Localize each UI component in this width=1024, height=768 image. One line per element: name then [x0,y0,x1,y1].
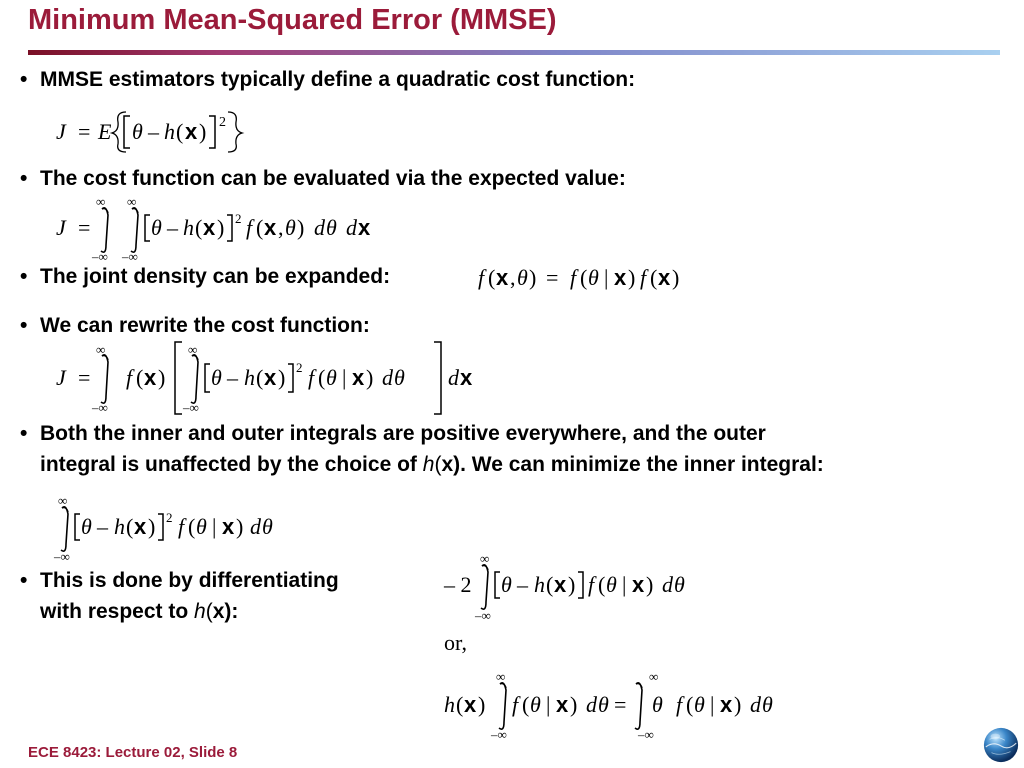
eq-lparen: ( [256,215,264,240]
bullet-5-x: x [441,453,454,476]
slide-title: Minimum Mean-Squared Error (MMSE) [28,4,557,36]
eq-x: x [222,514,235,539]
eq-rparen: ) [478,692,486,717]
eq-given-bar: | [212,514,217,539]
eq-theta: θ [652,692,663,717]
or-text [442,628,502,658]
eq-theta: θ [501,572,512,597]
eq-f: f [588,572,595,597]
eq-theta: θ [606,572,617,597]
eq-comma: , [278,215,284,240]
bullet-4-text: We can rewrite the cost function: [40,314,370,337]
eq-equals: = [78,215,91,240]
eq-x: x [144,365,157,390]
eq-upper-limit: ∞ [96,194,106,209]
eq-upper-limit: ∞ [188,342,198,357]
eq-lparen: ( [650,265,658,290]
eq-lparen: ( [188,514,196,539]
bullet-6 [20,565,339,627]
eq-theta: θ [588,265,599,290]
bullet-6-h: h [194,600,206,623]
eq-rparen: ) [278,365,286,390]
eq-rparen: ) [628,265,636,290]
equation-derivative [442,550,722,624]
eq-x: x [554,572,567,597]
bullet-dot: • [20,569,28,592]
eq-rparen: ) [297,215,305,240]
eq-negative-two: – 2 [444,572,472,597]
equation-joint-density [474,260,724,294]
eq-rparen: ) [158,365,166,390]
eq-rparen: ) [646,572,654,597]
eq-x: x [185,119,198,144]
eq-lparen: ( [176,119,184,144]
eq-upper-limit: ∞ [127,194,137,209]
eq-theta: θ [151,215,162,240]
eq-d: d [346,215,357,240]
eq-x: x [464,692,477,717]
eq-rparen: ) [366,365,374,390]
eq-lower-limit: –∞ [491,727,507,742]
eq-minus: – [97,514,108,539]
eq-x: x [134,514,147,539]
eq-lower-limit: –∞ [122,249,138,264]
eq-h: h [183,215,194,240]
eq-given-bar: | [604,265,609,290]
bullet-6-paren: ( [205,600,213,623]
bullet-5-h: h [422,453,435,476]
eq-theta: θ [326,215,337,240]
eq-minus: – [517,572,528,597]
eq-f: f [676,692,683,717]
eq-theta: θ [674,572,685,597]
eq-theta: θ [81,514,92,539]
eq-theta: θ [517,265,528,290]
equation-inner-integral [52,492,322,564]
eq-lower-limit: –∞ [183,400,199,415]
eq-lparen: ( [522,692,530,717]
eq-given-bar: | [622,572,627,597]
eq-x: x [614,265,627,290]
bullet-dot: • [20,422,28,445]
eq-minus: – [167,215,178,240]
eq-lower-limit: –∞ [475,608,491,623]
bullet-5-line-2: integral is unaffected by the choice of [40,453,423,476]
eq-x: x [632,572,645,597]
eq-theta: θ [285,215,296,240]
eq-x: x [264,215,277,240]
slide-footer: ECE 8423: Lecture 02, Slide 8 [28,744,238,761]
eq-rparen: ) [734,692,742,717]
eq-d: d [662,572,673,597]
title-underline [28,50,1000,55]
bullet-6-line-2: with respect to [40,600,195,623]
eq-f: f [246,215,253,240]
eq-x: x [264,365,277,390]
eq-d: d [250,514,261,539]
bullet-6-line-2-end: ): [224,600,239,623]
eq-given-bar: | [710,692,715,717]
eq-x: x [496,265,509,290]
eq-d: d [750,692,761,717]
eq-lparen: ( [488,265,496,290]
eq-lparen: ( [318,365,326,390]
bullet-5 [20,418,824,480]
eq-f: f [570,265,577,290]
eq-theta: θ [762,692,773,717]
bullet-1 [20,64,635,95]
eq-given-bar: | [546,692,551,717]
bullet-dot: • [20,68,28,91]
eq-square: 2 [235,211,242,226]
eq-lparen: ( [546,572,554,597]
eq-h: h [534,572,545,597]
bullet-2 [20,163,626,194]
eq-theta: θ [132,119,143,144]
eq-lower-limit: –∞ [54,549,70,564]
equation-cost-function [52,104,262,154]
eq-h: h [244,365,255,390]
eq-J: J [56,365,66,390]
eq-J: J [56,215,66,240]
eq-upper-limit: ∞ [96,342,106,357]
eq-lparen: ( [195,215,203,240]
eq-rparen: ) [529,265,537,290]
eq-rparen: ) [199,119,207,144]
eq-lparen: ( [126,514,134,539]
eq-f: f [640,265,647,290]
eq-lower-limit: –∞ [92,400,108,415]
eq-f: f [126,365,133,390]
eq-d: d [314,215,325,240]
eq-x: x [658,265,671,290]
eq-minus: – [227,365,238,390]
bullet-5-line-2-end: ). We can minimize the inner integral: [453,453,824,476]
eq-theta: θ [211,365,222,390]
eq-expectation: E [98,119,112,144]
eq-square: 2 [219,115,226,130]
eq-lparen: ( [456,692,464,717]
eq-theta: θ [326,365,337,390]
eq-comma: , [510,265,516,290]
eq-equals: = [546,265,559,290]
bullet-5-text [40,418,824,480]
eq-lparen: ( [580,265,588,290]
bullet-dot: • [20,265,28,288]
eq-upper-limit: ∞ [649,669,659,684]
eq-h: h [444,692,455,717]
bullet-6-x: x [212,600,225,623]
eq-theta: θ [394,365,405,390]
bullet-dot: • [20,314,28,337]
eq-theta: θ [196,514,207,539]
eq-upper-limit: ∞ [480,551,490,566]
eq-d: d [448,365,459,390]
bullet-1-text: MMSE estimators typically define a quadratic cost function: [40,68,636,91]
eq-lparen: ( [256,365,264,390]
eq-f: f [478,265,485,290]
eq-lparen: ( [136,365,144,390]
eq-x: x [358,215,371,240]
bullet-4 [20,310,370,341]
eq-theta: θ [530,692,541,717]
eq-square: 2 [296,360,303,375]
eq-lower-limit: –∞ [92,249,108,264]
eq-theta: θ [694,692,705,717]
eq-or: or, [444,630,467,655]
eq-rparen: ) [148,514,156,539]
eq-equals: = [78,119,91,144]
equation-solution [442,668,822,744]
bullet-3-text: The joint density can be expanded: [40,265,391,288]
eq-h: h [114,514,125,539]
eq-rparen: ) [217,215,225,240]
eq-x: x [460,365,473,390]
eq-square: 2 [166,510,173,525]
bullet-5-line-1: Both the inner and outer integrals are positive everywhere, and the outer [40,422,766,445]
bullet-6-line-1: This is done by differentiating [40,569,339,592]
eq-theta: θ [598,692,609,717]
eq-f: f [512,692,519,717]
bullet-dot: • [20,167,28,190]
globe-logo-icon [982,726,1020,764]
eq-f: f [178,514,185,539]
eq-x: x [203,215,216,240]
eq-rparen: ) [236,514,244,539]
equation-rewritten-cost [52,340,492,418]
eq-x: x [556,692,569,717]
eq-upper-limit: ∞ [496,669,506,684]
eq-h: h [164,119,175,144]
bullet-3 [20,261,390,292]
eq-rparen: ) [570,692,578,717]
eq-lparen: ( [598,572,606,597]
bullet-2-text: The cost function can be evaluated via the expected value: [40,167,626,190]
equation-expected-value [52,193,412,265]
eq-d: d [586,692,597,717]
bullet-6-text [40,565,339,627]
eq-upper-limit: ∞ [58,493,68,508]
eq-lower-limit: –∞ [638,727,654,742]
eq-d: d [382,365,393,390]
eq-equals: = [614,692,627,717]
eq-rparen: ) [672,265,680,290]
bullet-5-paren: ( [434,453,442,476]
eq-equals: = [78,365,91,390]
eq-given-bar: | [342,365,347,390]
eq-x: x [720,692,733,717]
eq-minus: – [148,119,159,144]
eq-J: J [56,119,66,144]
eq-rparen: ) [568,572,576,597]
eq-theta: θ [262,514,273,539]
eq-lparen: ( [686,692,694,717]
eq-f: f [308,365,315,390]
eq-x: x [352,365,365,390]
